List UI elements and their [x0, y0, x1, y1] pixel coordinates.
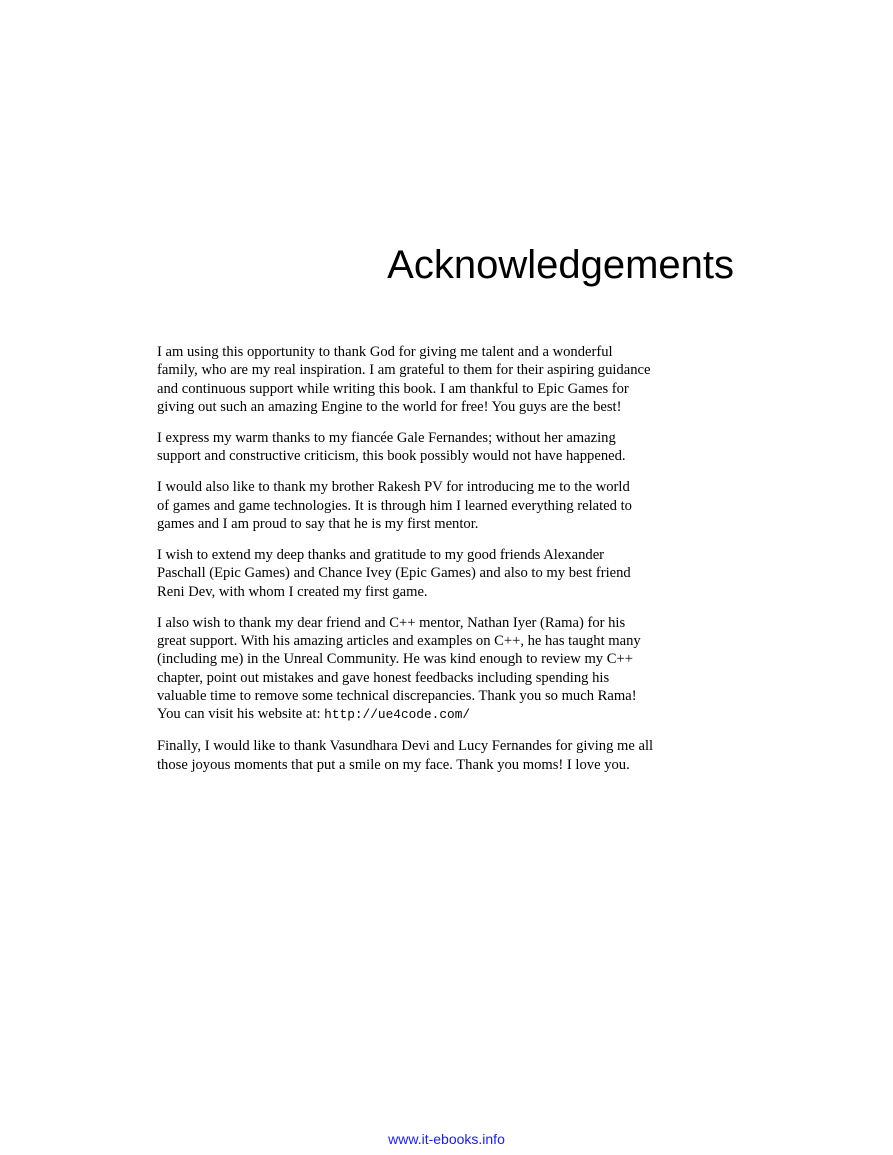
text-line: Paschall (Epic Games) and Chance Ivey (Epic Games) and also to my best friend — [157, 565, 631, 582]
text-line: those joyous moments that put a smile on my face. Thank you moms! I love you. — [157, 756, 630, 773]
text-line: of games and game technologies. It is through him I learned everything related to — [157, 497, 632, 514]
footer-website-link[interactable]: www.it-ebooks.info — [388, 1131, 505, 1147]
text-line: I wish to extend my deep thanks and gratitude to my good friends Alexander — [157, 547, 605, 564]
text-line: I express my warm thanks to my fiancée Gale Fernandes; without her amazing — [157, 429, 616, 446]
text-line: chapter, point out mistakes and gave honest feedbacks including spending his — [157, 669, 610, 686]
paragraph-1 — [157, 343, 739, 416]
text-line: games and I am proud to say that he is my first mentor. — [157, 515, 479, 532]
text-line: giving out such an amazing Engine to the world for free! You guys are the best! — [157, 398, 622, 415]
page-title: Acknowledgements — [387, 243, 734, 287]
paragraph-3 — [157, 478, 739, 533]
paragraph-5 — [157, 614, 739, 725]
text-line: great support. With his amazing articles and examples on C++, he has taught many — [157, 633, 641, 650]
website-url: http://ue4code.com/ — [324, 707, 471, 723]
text-line: support and constructive criticism, this book possibly would not have happened. — [157, 448, 626, 465]
paragraph-4 — [157, 546, 739, 601]
paragraph-6 — [157, 737, 739, 774]
website-prefix: You can visit his website at: — [157, 706, 325, 723]
text-line: valuable time to remove some technical discrepancies. Thank you so much Rama! — [157, 687, 637, 704]
text-line: (including me) in the Unreal Community. He was kind enough to review my C++ — [157, 651, 633, 668]
acknowledgements-body — [157, 343, 739, 787]
paragraph-2 — [157, 429, 739, 466]
text-line: and continuous support while writing this book. I am thankful to Epic Games for — [157, 380, 629, 397]
text-line: Finally, I would like to thank Vasundhara Devi and Lucy Fernandes for giving me all — [157, 738, 654, 755]
text-line: family, who are my real inspiration. I am grateful to them for their aspiring guidance — [157, 362, 651, 379]
text-line: I would also like to thank my brother Rakesh PV for introducing me to the world — [157, 479, 630, 496]
text-line: I also wish to thank my dear friend and C++ mentor, Nathan Iyer (Rama) for his — [157, 614, 626, 631]
text-line: I am using this opportunity to thank God for giving me talent and a wonderful — [157, 344, 613, 360]
text-line: Reni Dev, with whom I created my first game. — [157, 583, 428, 600]
